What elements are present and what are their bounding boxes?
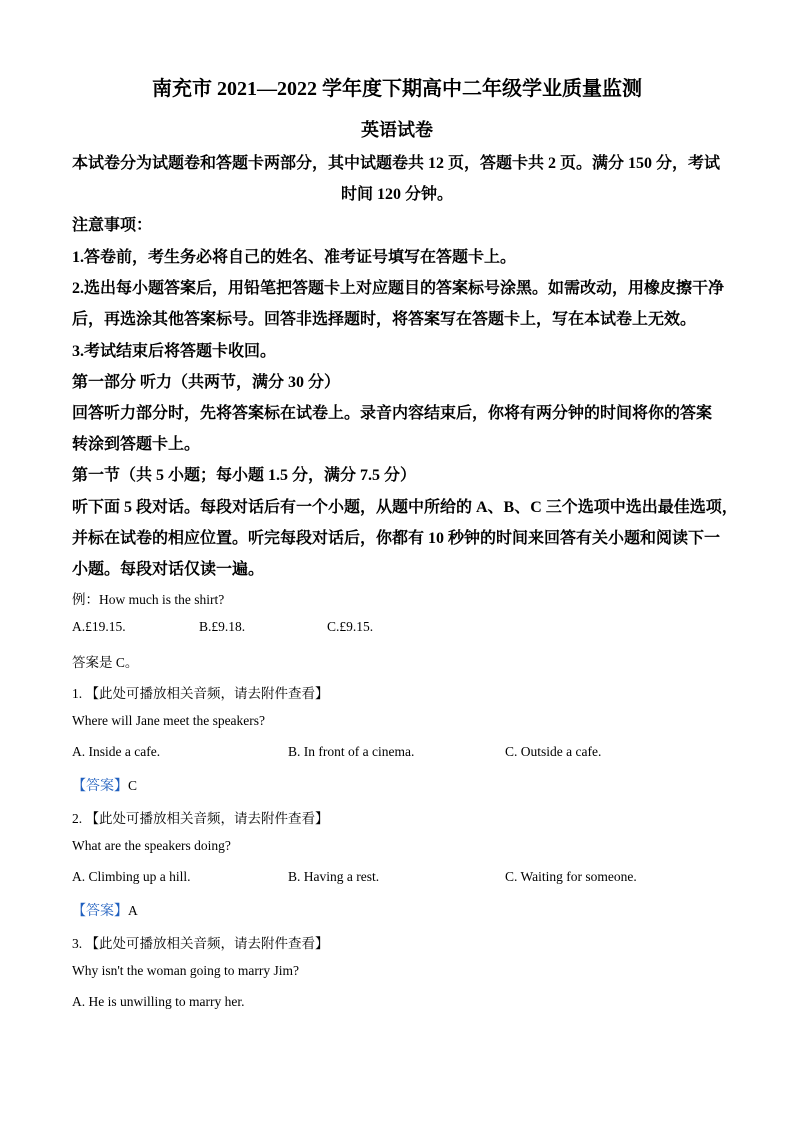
- intro-line-2: 时间 120 分钟。: [340, 186, 453, 203]
- q1-answer-row: [72, 775, 724, 795]
- example-option-b: B.£9.18.: [199, 619, 246, 634]
- q2-audio-note: 2. 【此处可播放相关音频，请去附件查看】: [72, 811, 329, 826]
- notes-item-2b: 后，再选涂其他答案标号。回答非选择题时，将答案写在答题卡上，写在本试卷上无效。: [72, 311, 697, 328]
- example-option-a: A.£19.15.: [72, 619, 126, 634]
- example-question: 例：How much is the shirt?: [72, 592, 225, 607]
- example-option-c: C.£9.15.: [327, 619, 374, 634]
- page-subtitle: 英语试卷: [361, 120, 433, 140]
- q1-audio-note: 1. 【此处可播放相关音频，请去附件查看】: [72, 686, 329, 701]
- q1-option-b: B. In front of a cinema.: [288, 744, 415, 759]
- q2-answer-tag: 【答案】: [72, 904, 128, 919]
- q2-option-b: B. Having a rest.: [288, 869, 380, 884]
- q1-answer-value: C: [128, 778, 138, 793]
- section1-desc-2: 并标在试卷的相应位置。听完每段对话后，你都有 10 秒钟的时间来回答有关小题和阅读下一: [72, 530, 721, 547]
- q2-question: What are the speakers doing?: [72, 838, 231, 853]
- notes-heading: 注意事项：: [72, 217, 153, 234]
- q2-answer-value: A: [128, 903, 138, 918]
- q1-option-a: A. Inside a cafe.: [72, 744, 161, 759]
- part1-desc-2: 转涂到答题卡上。: [72, 436, 201, 453]
- q1-option-c: C. Outside a cafe.: [505, 744, 602, 759]
- section1-desc-1: 听下面 5 段对话。每段对话后有一个小题，从题中所给的 A、B、C 三个选项中选出最佳选项，: [72, 499, 738, 516]
- part1-desc-1: 回答听力部分时，先将答案标在试卷上。录音内容结束后，你将有两分钟的时间将你的答案: [72, 405, 713, 422]
- q3-option-a: A. He is unwilling to marry her.: [72, 994, 245, 1009]
- q2-answer-row: [72, 900, 724, 920]
- q3-question: Why isn't the woman going to marry Jim?: [72, 963, 300, 978]
- part1-heading: 第一部分 听力（共两节，满分 30 分）: [72, 374, 341, 391]
- notes-item-2a: 2.选出每小题答案后，用铅笔把答题卡上对应题目的答案标号涂黑。如需改动，用橡皮擦干净: [72, 280, 725, 297]
- example-answer: 答案是 C。: [72, 655, 139, 670]
- intro-line-1: 本试卷分为试题卷和答题卡两部分，其中试题卷共 12 页，答题卡共 2 页。满分 150 分，考试: [72, 155, 721, 172]
- notes-item-3: 3.考试结束后将答题卡收回。: [72, 343, 277, 360]
- page-title: 南充市 2021—2022 学年度下期高中二年级学业质量监测: [152, 78, 642, 100]
- q3-audio-note: 3. 【此处可播放相关音频，请去附件查看】: [72, 936, 329, 951]
- section1-heading: 第一节（共 5 小题；每小题 1.5 分，满分 7.5 分）: [72, 467, 417, 484]
- q2-option-a: A. Climbing up a hill.: [72, 869, 191, 884]
- q2-option-c: C. Waiting for someone.: [505, 869, 637, 884]
- section1-desc-3: 小题。每段对话仅读一遍。: [72, 561, 265, 578]
- q1-question: Where will Jane meet the speakers?: [72, 713, 266, 728]
- notes-item-1: 1.答卷前，考生务必将自己的姓名、准考证号填写在答题卡上。: [72, 249, 517, 266]
- q1-answer-tag: 【答案】: [72, 779, 128, 794]
